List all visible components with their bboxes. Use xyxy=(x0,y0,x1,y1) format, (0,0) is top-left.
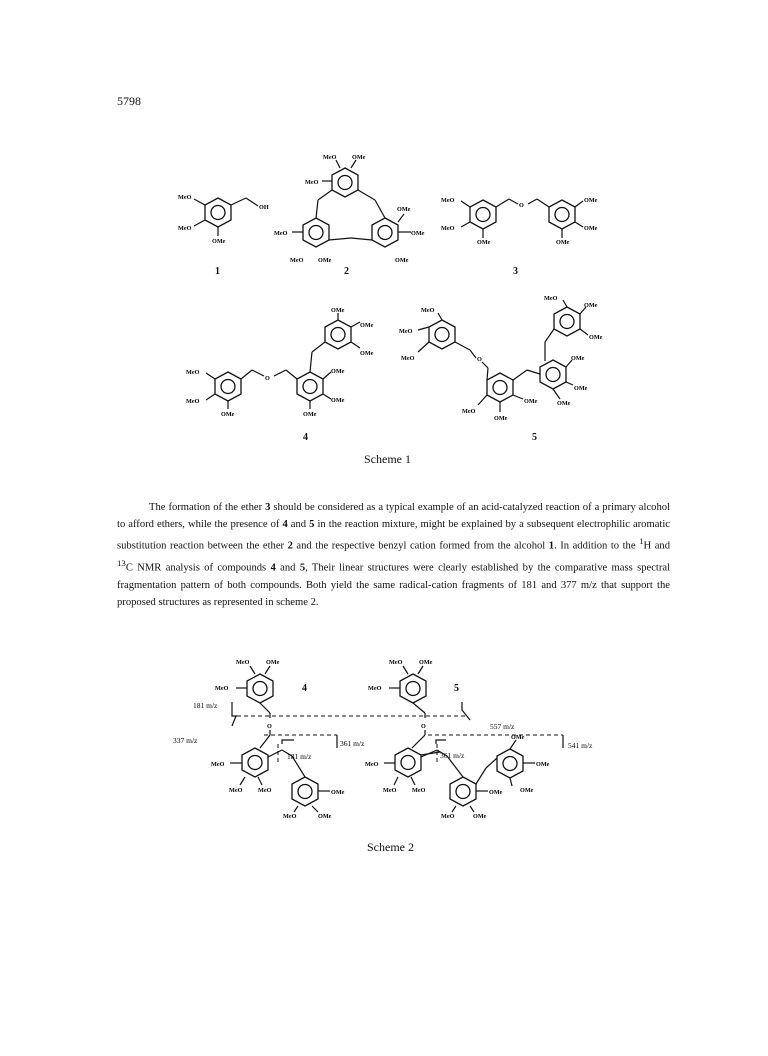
svg-text:OMe: OMe xyxy=(477,239,491,246)
svg-text:OMe: OMe xyxy=(331,789,345,796)
svg-text:OMe: OMe xyxy=(584,302,598,309)
svg-text:MeO: MeO xyxy=(462,408,476,415)
svg-text:OMe: OMe xyxy=(360,350,374,357)
svg-text:OMe: OMe xyxy=(331,307,345,314)
scheme-2-compound-4-structure xyxy=(211,659,345,820)
svg-text:O: O xyxy=(477,356,482,363)
fragment-181-a: 181 m/z xyxy=(193,701,218,710)
svg-text:MeO: MeO xyxy=(215,685,229,692)
svg-text:OMe: OMe xyxy=(556,239,570,246)
svg-text:MeO: MeO xyxy=(258,787,272,794)
svg-text:OMe: OMe xyxy=(318,257,332,264)
scheme-1-figure xyxy=(0,0,768,470)
scheme-2-figure xyxy=(0,640,768,840)
svg-text:OMe: OMe xyxy=(536,761,550,768)
compound-label-3: 3 xyxy=(513,266,518,277)
svg-text:MeO: MeO xyxy=(186,398,200,405)
svg-text:OMe: OMe xyxy=(411,230,425,237)
svg-text:O: O xyxy=(421,723,426,730)
svg-text:MeO: MeO xyxy=(186,369,200,376)
compound-2-structure xyxy=(274,154,425,264)
svg-text:OMe: OMe xyxy=(266,659,280,666)
compound-5-structure xyxy=(399,295,603,422)
svg-text:OMe: OMe xyxy=(352,154,366,161)
svg-text:MeO: MeO xyxy=(383,787,397,794)
svg-text:MeO: MeO xyxy=(441,197,455,204)
compound-label-1: 1 xyxy=(215,266,220,277)
svg-text:O: O xyxy=(265,375,270,382)
body-paragraph: The formation of the ether 3 should be considered as a typical example of an acid-catalyzed reaction of a primary alcohol to afford ethers, while the presence of 4 and 5 in the reaction mixture, might be explained by a subsequent electrophilic aromatic substitution reaction between the ether 2 and the respective benzyl cation formed from the alcohol 1. In addition to the $^1$H and $^{13}$C NMR analysis of compounds 4 and 5, Their linear structures were clearly established by the comparative mass spectral fragmentation pattern of both compounds. Both yield the same radical-cation fragments of 181 and 377 m/z that support the proposed structures as represented in scheme 2. xyxy=(117,502,671,609)
svg-text:MeO: MeO xyxy=(421,307,435,314)
svg-text:MeO: MeO xyxy=(441,813,455,820)
svg-text:OMe: OMe xyxy=(221,411,235,418)
svg-text:MeO: MeO xyxy=(399,328,413,335)
svg-text:MeO: MeO xyxy=(323,154,337,161)
svg-text:MeO: MeO xyxy=(412,787,426,794)
compound-3-structure xyxy=(441,197,598,246)
svg-text:MeO: MeO xyxy=(368,685,382,692)
svg-text:MeO: MeO xyxy=(274,230,288,237)
svg-text:OMe: OMe xyxy=(318,813,332,820)
svg-text:MeO: MeO xyxy=(305,179,319,186)
svg-text:OMe: OMe xyxy=(557,400,571,407)
compound-label-5: 5 xyxy=(532,432,537,443)
scheme-2-caption: Scheme 2 xyxy=(367,840,414,854)
svg-text:MeO: MeO xyxy=(290,257,304,264)
compound-1-structure xyxy=(178,194,269,245)
scheme-2-label-5: 5 xyxy=(454,683,459,694)
svg-text:OMe: OMe xyxy=(397,206,411,213)
svg-text:OMe: OMe xyxy=(331,397,345,404)
svg-text:OMe: OMe xyxy=(473,813,487,820)
svg-text:OMe: OMe xyxy=(494,415,508,422)
svg-text:O: O xyxy=(519,202,524,209)
svg-text:MeO: MeO xyxy=(283,813,297,820)
svg-text:MeO: MeO xyxy=(178,225,192,232)
svg-text:MeO: MeO xyxy=(365,761,379,768)
svg-text:OH: OH xyxy=(259,204,269,211)
fragment-361-b: 361 m/z xyxy=(440,751,465,760)
svg-text:OMe: OMe xyxy=(520,787,534,794)
svg-text:OMe: OMe xyxy=(574,385,588,392)
page-number: 5798 xyxy=(117,94,141,108)
svg-text:OMe: OMe xyxy=(584,225,598,232)
svg-text:OMe: OMe xyxy=(511,734,525,741)
svg-text:MeO: MeO xyxy=(401,355,415,362)
svg-text:MeO: MeO xyxy=(211,761,225,768)
compound-label-2: 2 xyxy=(344,266,349,277)
svg-text:MeO: MeO xyxy=(544,295,558,302)
svg-text:OMe: OMe xyxy=(584,197,598,204)
svg-text:MeO: MeO xyxy=(229,787,243,794)
svg-text:OMe: OMe xyxy=(489,789,503,796)
svg-text:OMe: OMe xyxy=(303,411,317,418)
fragment-541: 541 m/z xyxy=(568,741,593,750)
compound-4-structure xyxy=(186,307,374,418)
compound-label-4: 4 xyxy=(303,432,308,443)
svg-text:O: O xyxy=(267,723,272,730)
fragment-361-a: 361 m/z xyxy=(340,739,365,748)
scheme-1-caption: Scheme 1 xyxy=(364,452,411,466)
svg-text:OMe: OMe xyxy=(524,398,538,405)
svg-text:OMe: OMe xyxy=(419,659,433,666)
fragment-557: 557 m/z xyxy=(490,722,515,731)
svg-text:MeO: MeO xyxy=(389,659,403,666)
svg-text:MeO: MeO xyxy=(441,225,455,232)
svg-text:OMe: OMe xyxy=(360,322,374,329)
svg-text:MeO: MeO xyxy=(178,194,192,201)
fragment-181-b: 181 m/z xyxy=(287,752,312,761)
svg-text:OMe: OMe xyxy=(212,238,226,245)
svg-text:OMe: OMe xyxy=(331,368,345,375)
svg-text:OMe: OMe xyxy=(571,355,585,362)
scheme-2-label-4: 4 xyxy=(302,683,307,694)
svg-text:OMe: OMe xyxy=(589,334,603,341)
fragment-337: 337 m/z xyxy=(173,736,198,745)
fragmentation-lines xyxy=(232,702,563,764)
svg-text:MeO: MeO xyxy=(236,659,250,666)
svg-text:OMe: OMe xyxy=(395,257,409,264)
